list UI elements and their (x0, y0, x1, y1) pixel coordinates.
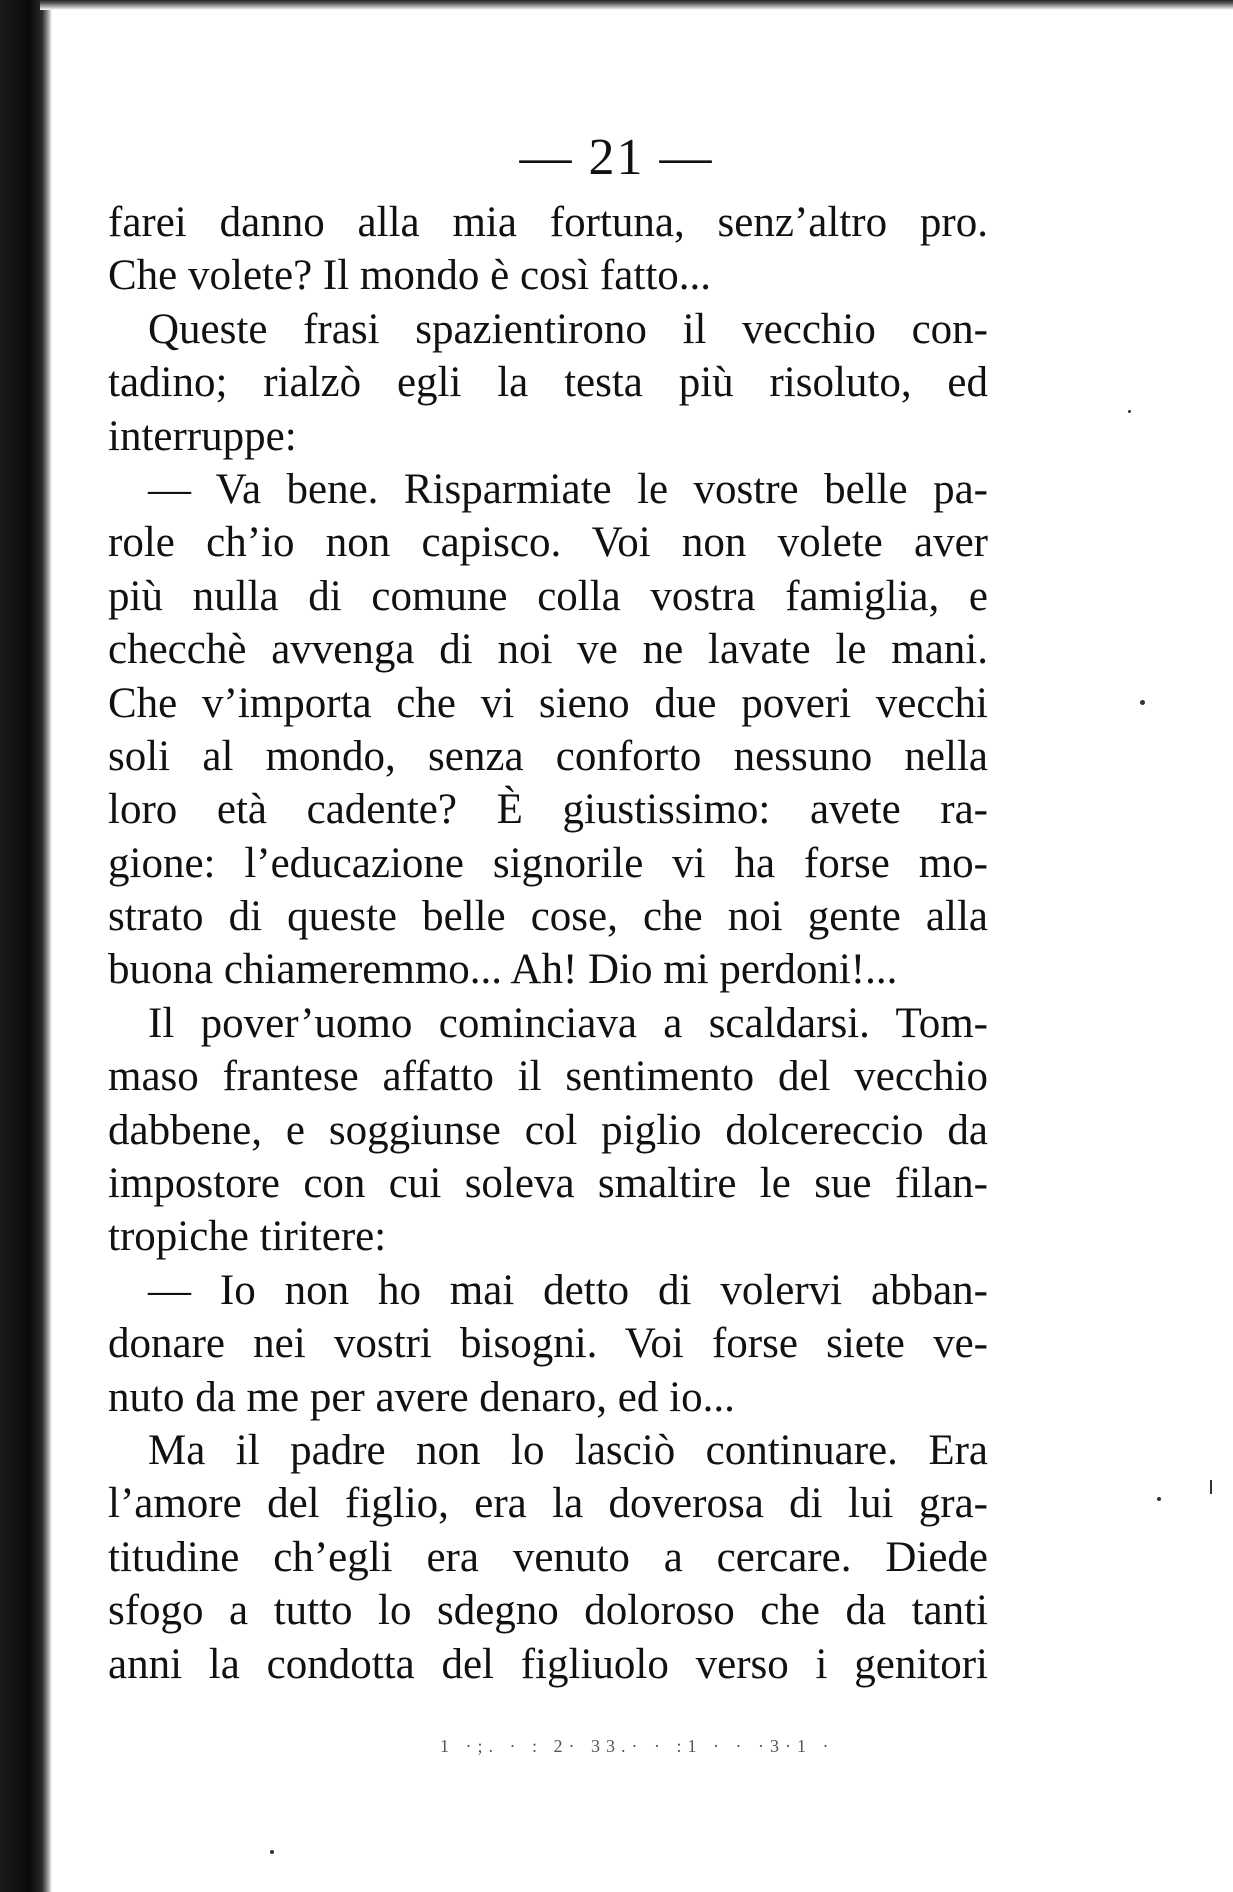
scan-speck (1140, 700, 1145, 705)
text-line: farei danno alla mia fortuna, senz’altro pro. (108, 199, 988, 246)
text-line: Che volete? Il mondo è così fatto... (108, 252, 712, 300)
text-line: tropiche tiritere: (108, 1213, 387, 1261)
text-line: Ma il padre non lo lasciò continuare. Era (148, 1426, 988, 1474)
text-line: soli al mondo, senza conforto nessuno nella (108, 732, 988, 780)
scan-speck (270, 1850, 274, 1854)
body-text (108, 196, 988, 1691)
text-line: — Va bene. Risparmiate le vostre belle pa- (148, 465, 988, 513)
text-line: Queste frasi spazientirono il vecchio con- (148, 305, 988, 353)
text-line: loro età cadente? È giustissimo: avete ra- (108, 786, 988, 834)
text-line: interruppe: (108, 412, 297, 460)
text-line: maso frantese affatto il sentimento del vecchio (108, 1053, 988, 1101)
scan-speck (1210, 1480, 1212, 1494)
footer-print-noise: 1 ·;. · : 2· 33.· · :1 · · ·3·1 · (440, 1736, 835, 1756)
text-line: anni la condotta del figliuolo verso i genitori (108, 1640, 988, 1688)
text-line: dabbene, e soggiunse col piglio dolcereccio da (108, 1106, 988, 1154)
text-line: Che v’importa che vi sieno due poveri vecchi (108, 679, 988, 727)
scan-speck (1157, 1497, 1161, 1501)
page-number: — 21 — (519, 129, 714, 186)
text-line: impostore con cui soleva smaltire le sue filan- (108, 1160, 988, 1208)
text-line: — Io non ho mai detto di volervi abban- (148, 1266, 988, 1314)
text-line: checchè avvenga di noi ve ne lavate le mani. (108, 626, 988, 674)
text-line: donare nei vostri bisogni. Voi forse siete ve- (108, 1320, 988, 1368)
text-line: strato di queste belle cose, che noi gente alla (108, 893, 988, 941)
text-line: gione: l’educazione signorile vi ha forse mo- (108, 839, 988, 887)
text-line: buona chiameremmo... Ah! Dio mi perdoni!... (108, 946, 898, 994)
text-line: tadino; rialzò egli la testa più risoluto, ed (108, 359, 988, 407)
text-line: l’amore del figlio, era la doverosa di lui gra- (108, 1480, 988, 1528)
text-line: titudine ch’egli era venuto a cercare. Diede (108, 1533, 988, 1581)
page-top-edge (40, 0, 1233, 10)
scan-speck (1128, 410, 1131, 413)
text-line: Il pover’uomo cominciava a scaldarsi. Tom- (148, 999, 988, 1047)
text-line: sfogo a tutto lo sdegno doloroso che da tanti (108, 1587, 988, 1635)
page-binding-edge (0, 0, 52, 1892)
text-line: role ch’io non capisco. Voi non volete aver (108, 519, 988, 567)
text-line: nuto da me per avere denaro, ed io... (108, 1373, 735, 1421)
text-line: più nulla di comune colla vostra famiglia, e (108, 572, 988, 620)
